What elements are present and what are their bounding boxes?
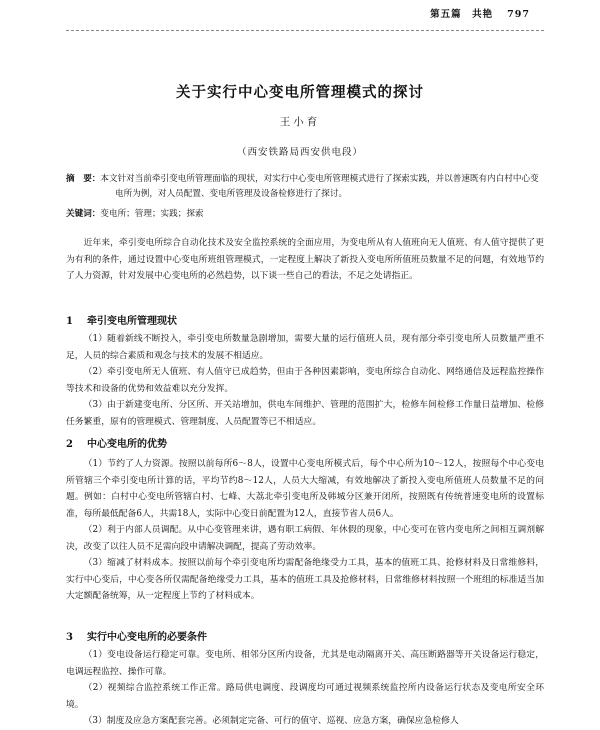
section-2-body <box>66 456 544 605</box>
list-item: （1）节约了人力资源。按照以前每所6～8人，设置中心变电所模式后，每个中心所为10～12人，按照每个中心变电所管辖三个牵引变电所计算的话，平均节约8～12人，人员大大缩减，有效地解决了新投入变电所值班人员数量不足的问题。例如：白村中心变电所管辖白村、七峰、大荔北牵引变电所及韩城分区兼开闭所，按照既有传统普速变电所的设置标准，每所最低配备6人，共需18人，实际中心变日前配置为12人，直接节省人员6人。 <box>66 459 544 519</box>
page-number: 797 <box>507 9 530 20</box>
abstract-label: 摘 要： <box>66 174 101 184</box>
running-head-section: 第五篇 共艳 <box>430 9 494 20</box>
section-heading-3 <box>66 628 207 643</box>
section-title: 牵引变电所管理现状 <box>86 316 177 327</box>
abstract-text: 本文针对当前牵引变电所管理面临的现状，对实行中心变电所管理模式进行了探索实践，并以普速既有内白村中心变电所为例，对人员配置、变电所管理及设备检修进行了探讨。 <box>100 174 539 199</box>
list-item: （3）缩减了材料成本。按照以前每个牵引变电所均需配备绝缘受力工具，基本的值班工具、抢修材料及日常维修料，实行中心变后，中心变各所仅需配备绝缘受力工具，基本的值班工具及抢修材料，日常维修材料按照一个班组的标准适当加大定额配备统筹，从一定程度上节约了材料成本。 <box>66 558 544 601</box>
keywords-text: 变电所；管理；实践；探索 <box>100 209 204 219</box>
section-3-body <box>66 647 544 730</box>
section-number: 1 <box>66 316 73 327</box>
article-author: 王小育 <box>279 116 321 128</box>
section-number: 3 <box>66 632 73 643</box>
abstract <box>66 172 544 202</box>
section-number: 2 <box>66 439 73 450</box>
section-title: 中心变电所的优势 <box>86 439 167 450</box>
article-affiliation: （西安铁路局西安供电段） <box>236 147 363 158</box>
list-item: （2）利于内部人员调配。从中心变管理来讲，遇有职工病假、年休假的现象，中心变可在管内变电所之间相互调剂解决，改变了以往人员不足需向段申请解决调配，提高了劳动效率。 <box>66 525 544 552</box>
list-item: （2）视频综合监控系统工作正常。路局供电调度、段调度均可通过视频系统监控所内设备运行状态及变电所安全环境。 <box>66 683 544 710</box>
article-title: 关于实行中心变电所管理模式的探讨 <box>176 84 424 101</box>
keywords <box>66 207 544 222</box>
list-item: （1）随着新线不断投入，牵引变电所数量急剧增加，需要大量的运行值班人员，现有部分牵引变电所人员数量严重不足，人员的综合素质和观念与技术的发展不相适应。 <box>66 334 544 361</box>
intro-text: 近年来，牵引变电所综合自动化技术及安全监控系统的全面应用，为变电所从有人值班向无人值班、有人值守提供了更为有利的条件，通过设置中心变电所班组管理模式，一定程度上解决了新投入变电所所值班员数量不足的问题，有效地节约了人力资源，针对发展中心变电所的必然趋势，以下谈一些自己的看法，不足之处请指正。 <box>66 238 544 281</box>
section-heading-1 <box>66 312 177 327</box>
keywords-label: 关键词： <box>66 209 101 219</box>
section-1-body <box>66 331 544 430</box>
list-item: （3）制度及应急方案配套完善。必须制定完备、可行的值守、巡视、应急方案，确保应急检修人 <box>83 716 459 726</box>
section-title: 实行中心变电所的必要条件 <box>86 632 207 643</box>
header-rule <box>66 30 544 31</box>
running-head <box>430 6 530 20</box>
intro-paragraph <box>66 235 544 285</box>
list-item: （2）牵引变电所无人值班、有人值守已成趋势，但由于各种因素影响，变电所综合自动化、网络通信及远程监控操作等技术和设备的优势和效益难以充分发挥。 <box>66 367 544 394</box>
list-item: （1）变电设备运行稳定可靠。变电所、相邻分区所内设备，尤其是电动隔离开关、高压断路器等开关设备运行稳定，电调远程监控、操作可靠。 <box>66 650 544 677</box>
list-item: （3）由于新建变电所、分区所、开关站增加，供电车间维护、管理的范围扩大，检修车间检修工作量日益增加、检修任务繁重，原有的管理模式、管理制度、人员配置等已不相适应。 <box>66 400 544 427</box>
section-heading-2 <box>66 435 167 450</box>
